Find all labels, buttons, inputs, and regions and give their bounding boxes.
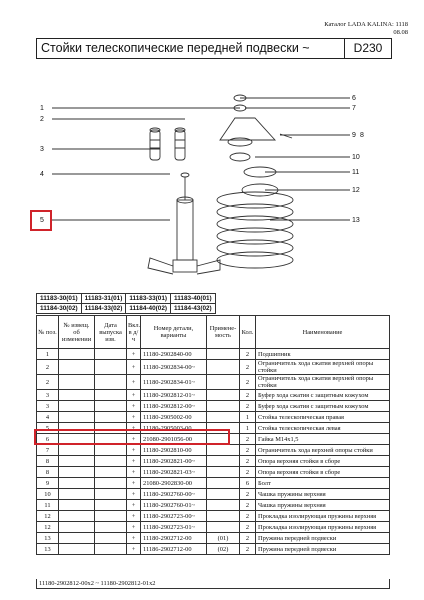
cell-empty (59, 445, 95, 456)
cell-qty: 2 (240, 401, 256, 412)
callout-13: 13 (352, 217, 360, 224)
cell-pos: 12 (37, 522, 59, 533)
cell-inc: + (127, 500, 141, 511)
header-name: Наименование (256, 316, 390, 349)
cell-inc: + (127, 360, 141, 375)
cell-empty (59, 412, 95, 423)
table-row (37, 522, 390, 533)
cell-inc: + (127, 423, 141, 434)
cell-inc: + (127, 349, 141, 360)
cell-part: 11180-2902812-01~ (141, 390, 207, 401)
cell-qty: 2 (240, 522, 256, 533)
cell-name: Прокладка изолирующая пружины верхняя (256, 511, 390, 522)
cell-empty (95, 375, 127, 390)
cell-name: Ограничитель хода сжатия верхней опоры стойки (256, 375, 390, 390)
cell-appl (207, 522, 240, 533)
parts-table-body (37, 349, 390, 555)
cell-part: 11180-2902834-00~ (141, 360, 207, 375)
cell-empty (95, 456, 127, 467)
variant-code: 11183-30(01) (37, 294, 82, 304)
cell-part: 11180-2902812-00~ (141, 401, 207, 412)
cell-part: 21080-2901056-00 (141, 434, 207, 445)
cell-name: Стойка телескопическая левая (256, 423, 390, 434)
cell-empty (59, 533, 95, 544)
cell-appl (207, 412, 240, 423)
callout-numbers (40, 95, 364, 224)
bump-stops (150, 128, 185, 160)
callout-3: 3 (40, 146, 44, 153)
strut-shock-absorber (148, 173, 220, 274)
cell-qty: 2 (240, 390, 256, 401)
cell-name: Гайка М14х1,5 (256, 434, 390, 445)
variant-code: 11183-33(01) (126, 294, 171, 304)
cell-qty: 6 (240, 478, 256, 489)
cell-empty (95, 478, 127, 489)
callout-7: 7 (352, 105, 356, 112)
cell-inc: + (127, 390, 141, 401)
cell-inc: + (127, 456, 141, 467)
callout-4: 4 (40, 171, 44, 178)
row-highlight (34, 429, 230, 445)
cell-part: 11180-2902840-00 (141, 349, 207, 360)
cell-qty: 2 (240, 456, 256, 467)
table-row (37, 467, 390, 478)
cell-appl (207, 360, 240, 375)
cell-empty (59, 522, 95, 533)
cell-qty: 2 (240, 445, 256, 456)
callout-12: 12 (352, 187, 360, 194)
catalog-date: 08.08 (393, 29, 408, 36)
variant-codes-row (37, 294, 216, 304)
cell-inc: + (127, 401, 141, 412)
cell-qty: 2 (240, 511, 256, 522)
header-qty: Кол. (240, 316, 256, 349)
cell-empty (95, 412, 127, 423)
cell-pos: 9 (37, 478, 59, 489)
cell-appl (207, 390, 240, 401)
coil-spring (217, 192, 293, 268)
catalog-caption (324, 21, 408, 37)
cell-pos: 1 (37, 349, 59, 360)
cell-inc: + (127, 375, 141, 390)
cell-empty (59, 456, 95, 467)
cell-name: Ограничитель хода сжатия верхней опоры стойки (256, 360, 390, 375)
callout-1: 1 (40, 105, 44, 112)
cell-pos: 10 (37, 489, 59, 500)
cell-qty: 2 (240, 360, 256, 375)
cell-part: 11180-2902821-03~ (141, 467, 207, 478)
variant-codes-table (36, 293, 216, 314)
table-row (37, 489, 390, 500)
table-row (37, 478, 390, 489)
variant-code: 11184-40(02) (126, 304, 171, 314)
header-applicability: Примене-мость (207, 316, 240, 349)
cell-inc: + (127, 412, 141, 423)
cell-pos: 13 (37, 544, 59, 555)
table-row (37, 412, 390, 423)
cell-part: 11180-2902834-01~ (141, 375, 207, 390)
cell-inc: + (127, 445, 141, 456)
table-row (37, 500, 390, 511)
variant-code: 11184-43(02) (171, 304, 216, 314)
cell-empty (59, 511, 95, 522)
header-part-number: Номер детали, варианты (141, 316, 207, 349)
cell-empty (95, 390, 127, 401)
cell-part: 11180-2905003-00 (141, 423, 207, 434)
cell-qty: 2 (240, 544, 256, 555)
cell-pos: 3 (37, 390, 59, 401)
callout-5: 5 (40, 217, 44, 224)
cell-qty: 2 (240, 434, 256, 445)
footer-note: 11180-2902812-00x2 ~ 11180-2902812-01x2 (36, 579, 390, 589)
cell-appl: (02) (207, 544, 240, 555)
header-pos: № поз. (37, 316, 59, 349)
cell-empty (95, 349, 127, 360)
cell-pos: 6 (37, 434, 59, 445)
callout-11: 11 (352, 169, 360, 176)
cell-empty (95, 445, 127, 456)
upper-mount-stack (220, 95, 292, 196)
exploded-assembly-diagram (30, 60, 394, 290)
cell-empty (59, 544, 95, 555)
cell-empty (95, 522, 127, 533)
catalog-name: Каталог LADA KALINA: 1118 (324, 21, 408, 28)
cell-empty (95, 467, 127, 478)
header-included: Вкл. в д/ч (127, 316, 141, 349)
cell-name: Буфер хода сжатия с защитным кожухом (256, 401, 390, 412)
cell-qty: 2 (240, 375, 256, 390)
table-row (37, 445, 390, 456)
cell-pos: 12 (37, 511, 59, 522)
table-row (37, 349, 390, 360)
cell-pos: 11 (37, 500, 59, 511)
cell-inc: + (127, 533, 141, 544)
table-row (37, 456, 390, 467)
cell-empty (59, 360, 95, 375)
cell-pos: 8 (37, 467, 59, 478)
cell-appl (207, 500, 240, 511)
cell-qty: 2 (240, 349, 256, 360)
variant-code: 11184-30(02) (37, 304, 82, 314)
cell-name: Пружина передней подвески (256, 533, 390, 544)
cell-part: 11180-2902821-00~ (141, 456, 207, 467)
cell-name: Опора верхняя стойки в сборе (256, 456, 390, 467)
cell-empty (95, 544, 127, 555)
cell-appl (207, 511, 240, 522)
cell-part: 11186-2902712-00 (141, 544, 207, 555)
cell-empty (59, 500, 95, 511)
cell-empty (95, 533, 127, 544)
cell-empty (59, 401, 95, 412)
cell-name: Ограничитель хода верхней опоры стойки (256, 445, 390, 456)
callout-2: 2 (40, 116, 44, 123)
cell-inc: + (127, 489, 141, 500)
callout-10: 10 (352, 154, 360, 161)
cell-name: Стойка телескопическая правая (256, 412, 390, 423)
cell-name: Пружина передней подвески (256, 544, 390, 555)
cell-part: 11180-2902723-00~ (141, 511, 207, 522)
cell-part: 11180-2902810-00 (141, 445, 207, 456)
cell-part: 11180-2902712-00 (141, 533, 207, 544)
cell-empty (59, 467, 95, 478)
cell-part: 21080-2902830-00 (141, 478, 207, 489)
variant-code: 11183-40(01) (171, 294, 216, 304)
table-row (37, 511, 390, 522)
cell-name: Прокладка изолирующая пружины верхняя (256, 522, 390, 533)
callout-8: 8 (360, 132, 364, 139)
cell-inc: + (127, 522, 141, 533)
cell-appl (207, 445, 240, 456)
cell-inc: + (127, 434, 141, 445)
section-code: D230 (353, 41, 383, 55)
table-row (37, 533, 390, 544)
cell-qty: 2 (240, 533, 256, 544)
cell-qty: 1 (240, 423, 256, 434)
cell-inc: + (127, 544, 141, 555)
cell-inc: + (127, 478, 141, 489)
cell-inc: + (127, 467, 141, 478)
cell-appl: (01) (207, 533, 240, 544)
table-row (37, 401, 390, 412)
cell-pos: 3 (37, 401, 59, 412)
cell-qty: 1 (240, 412, 256, 423)
callout-6: 6 (352, 95, 356, 102)
cell-pos: 5 (37, 423, 59, 434)
cell-qty: 2 (240, 500, 256, 511)
cell-part: 11180-2902723-01~ (141, 522, 207, 533)
cell-pos: 8 (37, 456, 59, 467)
cell-appl (207, 478, 240, 489)
cell-empty (95, 360, 127, 375)
cell-name: Подшипник (256, 349, 390, 360)
cell-part: 11180-2905002-00 (141, 412, 207, 423)
cell-appl (207, 467, 240, 478)
callout-leaders (52, 98, 350, 220)
variant-code: 11183-31(01) (81, 294, 126, 304)
cell-empty (59, 390, 95, 401)
cell-appl (207, 401, 240, 412)
cell-pos: 13 (37, 533, 59, 544)
table-row (37, 544, 390, 555)
cell-part: 11180-2902760-01~ (141, 500, 207, 511)
cell-pos: 7 (37, 445, 59, 456)
cell-name: Опора верхняя стойки в сборе (256, 467, 390, 478)
cell-pos: 4 (37, 412, 59, 423)
cell-empty (59, 478, 95, 489)
cell-pos: 2 (37, 360, 59, 375)
callout-9: 9 (352, 132, 356, 139)
header-notice: № извещ. об изменении (59, 316, 95, 349)
header-date: Дата выпуска изв. (95, 316, 127, 349)
cell-inc: + (127, 511, 141, 522)
cell-qty: 2 (240, 489, 256, 500)
parts-table-header (37, 316, 390, 349)
variant-code: 11184-33(02) (81, 304, 126, 314)
title-bar (36, 38, 392, 59)
cell-appl (207, 349, 240, 360)
cell-appl (207, 375, 240, 390)
cell-pos: 2 (37, 375, 59, 390)
cell-name: Чашка пружины верхняя (256, 489, 390, 500)
cell-part: 11180-2902760-00~ (141, 489, 207, 500)
table-row (37, 390, 390, 401)
cell-name: Буфер хода сжатия с защитным кожухом (256, 390, 390, 401)
table-row (37, 360, 390, 375)
cell-empty (59, 489, 95, 500)
cell-empty (95, 401, 127, 412)
cell-qty: 2 (240, 467, 256, 478)
cell-appl (207, 489, 240, 500)
cell-empty (59, 375, 95, 390)
cell-name: Болт (256, 478, 390, 489)
cell-appl (207, 456, 240, 467)
cell-empty (95, 500, 127, 511)
table-row (37, 375, 390, 390)
cell-name: Чашка пружины верхняя (256, 500, 390, 511)
cell-empty (59, 349, 95, 360)
page-title: Стойки телескопические передней подвески ~ (37, 39, 345, 58)
cell-empty (95, 511, 127, 522)
variant-codes-row (37, 304, 216, 314)
cell-empty (95, 489, 127, 500)
